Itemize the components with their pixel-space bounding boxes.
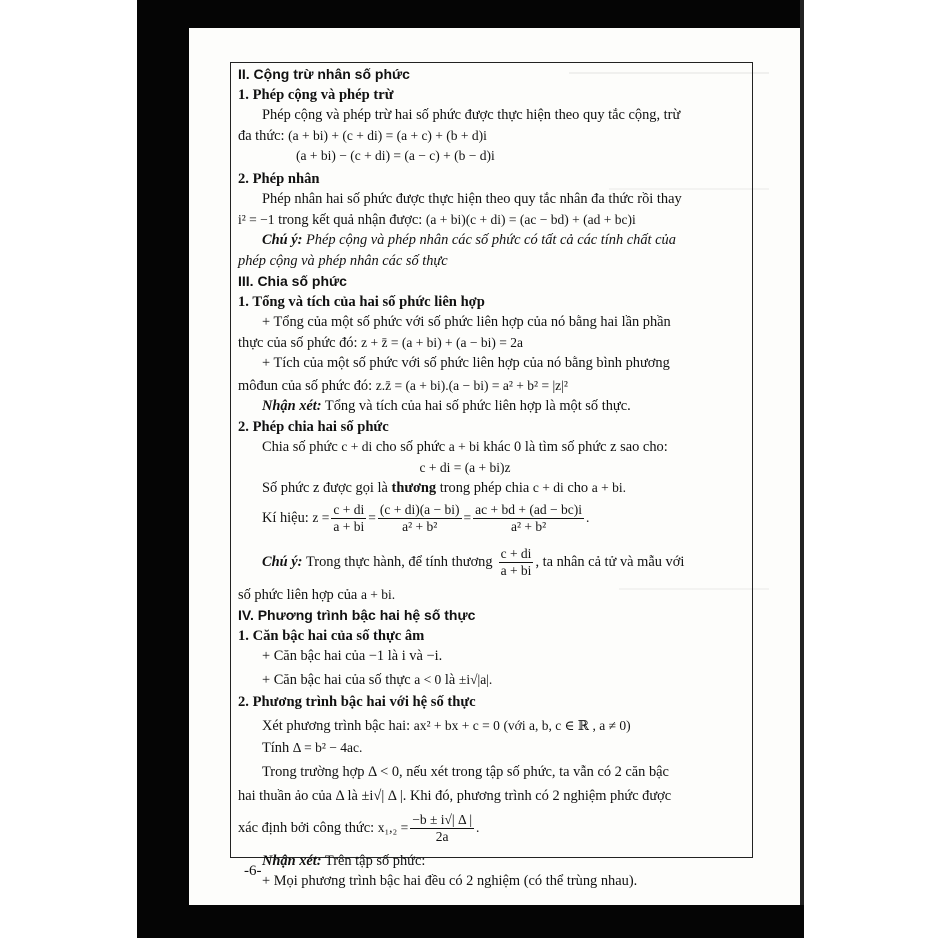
quadratic-equation: ax² + bx + c = 0 — [413, 717, 500, 733]
text: đa thức: — [238, 127, 285, 144]
text: môđun của số phức đó: — [238, 377, 373, 394]
equation-division-definition: c + di = (a + bi)z — [419, 459, 511, 475]
equation-subtraction: (a + bi) − (c + di) = (a − c) + (b − d)i — [296, 148, 495, 163]
text: thực của số phức đó: — [238, 334, 358, 351]
paragraph-line — [238, 126, 752, 147]
note-label: Chú ý: — [262, 554, 303, 571]
fraction — [410, 812, 474, 845]
page-number: -6- — [244, 863, 262, 879]
paragraph-line: + Mọi phương trình bậc hai đều có 2 nghiệm (có thể trùng nhau). — [262, 873, 638, 889]
subsection-heading: 1. Phép cộng và phép trừ — [238, 86, 394, 103]
division-formula — [238, 499, 752, 539]
math-inline: ±i√|a|. — [458, 671, 493, 687]
note-text: số phức liên hợp của — [238, 586, 358, 603]
note-text: Phép cộng và phép nhân các số phức có tất cả các tính chất của — [306, 232, 676, 248]
equation-multiplication: (a + bi)(c + di) = (ac − bd) + (ad + bc)i — [425, 211, 636, 227]
paragraph-line — [238, 376, 752, 397]
remark-label: Nhận xét: — [262, 398, 322, 414]
note-text: Trong thực hành, để tính thương — [306, 554, 493, 571]
fraction-denominator: 2a — [435, 829, 449, 844]
fraction-denominator: a + bi — [333, 519, 365, 534]
scan-border-bottom — [137, 905, 804, 938]
equals-sign: = — [463, 510, 472, 526]
fraction-denominator: a² + b² — [402, 519, 438, 534]
condition: (với a, b, c ∈ ℝ , a ≠ 0) — [503, 717, 631, 733]
text: trong phép chia — [439, 480, 530, 496]
section-heading: IV. Phương trình bậc hai hệ số thực — [238, 607, 476, 623]
discriminant-formula: Δ = b² − 4ac. — [292, 740, 363, 755]
paragraph-line — [238, 333, 752, 354]
scan-border-top — [137, 0, 804, 28]
math-inline: i² = −1 — [238, 211, 275, 227]
paragraph-line — [238, 210, 752, 231]
text: là — [444, 671, 456, 688]
fraction-numerator: c + di — [500, 546, 532, 561]
remark-label: Nhận xét: — [262, 852, 322, 869]
fraction — [378, 502, 462, 535]
remark-line — [238, 851, 752, 872]
fraction-denominator: a² + b² — [510, 519, 547, 534]
root-formula — [238, 809, 752, 849]
scan-border-right — [800, 0, 804, 938]
text: Xét phương trình bậc hai: — [262, 717, 411, 734]
fraction-numerator: −b ± i√| Δ | — [412, 812, 473, 827]
math-inline: a < 0 — [414, 671, 442, 687]
equation-conjugate-product: z.z̄ = (a + bi).(a − bi) = a² + b² = |z|² — [375, 377, 568, 393]
paragraph-line — [238, 437, 752, 458]
note-line — [238, 230, 752, 251]
text: xác định bởi công thức: — [238, 820, 375, 837]
paragraph-line — [238, 478, 752, 499]
remark-text: Tổng và tích của hai số phức liên hợp là một số thực. — [324, 398, 631, 414]
paragraph-line: + Tích của một số phức với số phức liên hợp của nó bằng bình phương — [262, 355, 670, 371]
fraction — [331, 502, 366, 535]
text: trong kết quả nhận được: — [278, 211, 423, 228]
subsection-heading: 2. Phép chia hai số phức — [238, 418, 389, 435]
math-inline: a + bi — [448, 439, 480, 454]
note-line: phép cộng và phép nhân các số thực — [238, 252, 448, 269]
subsection-heading: 1. Căn bậc hai của số thực âm — [238, 627, 425, 644]
equation-addition: (a + bi) + (c + di) = (a + c) + (b + d)i — [288, 127, 487, 143]
text: khác 0 là tìm số phức z sao cho: — [483, 439, 668, 455]
equals-sign: = — [368, 510, 376, 526]
document-body — [238, 64, 752, 892]
period: . — [585, 510, 590, 526]
text: cho — [567, 480, 589, 496]
fraction-numerator: ac + bd + (ad − bc)i — [475, 502, 582, 517]
bold-term: thương — [391, 480, 437, 496]
paragraph-line — [238, 716, 752, 737]
paragraph-line: Trong trường hợp Δ < 0, nếu xét trong tập số phức, ta vẫn có 2 căn bậc — [262, 763, 669, 780]
text: Số phức z được gọi là — [262, 480, 388, 496]
math-inline: a + bi. — [591, 480, 626, 495]
math-inline: c + di — [341, 439, 373, 454]
text: Tính — [262, 740, 290, 756]
section-heading: II. Cộng trừ nhân số phức — [238, 66, 410, 82]
paragraph-line: + Tổng của một số phức với số phức liên hợp của nó bằng hai lần phần — [262, 314, 671, 330]
scan-border-left — [137, 0, 189, 938]
paragraph-line — [238, 738, 752, 759]
text: cho số phức — [375, 439, 446, 455]
equation-conjugate-sum: z + z̄ = (a + bi) + (a − bi) = 2a — [361, 334, 523, 350]
text: Chia số phức — [262, 439, 338, 455]
note-label: Chú ý: — [262, 232, 303, 248]
section-heading: III. Chia số phức — [238, 273, 347, 289]
subsection-heading: 2. Phương trình bậc hai với hệ số thực — [238, 694, 476, 710]
paragraph-line: + Căn bậc hai của −1 là i và −i. — [262, 648, 443, 664]
fraction-numerator: c + di — [333, 502, 365, 517]
subsection-heading: 1. Tổng và tích của hai số phức liên hợp — [238, 293, 485, 310]
note-line — [238, 585, 752, 606]
note-line — [238, 543, 752, 583]
paragraph-line: Phép nhân hai số phức được thực hiện theo quy tắc nhân đa thức rồi thay — [262, 191, 682, 207]
math-inline: a + bi. — [360, 586, 396, 602]
paragraph-line: Phép cộng và phép trừ hai số phức được thực hiện theo quy tắc cộng, trừ — [262, 107, 681, 123]
fraction-denominator: a + bi — [500, 563, 532, 578]
text: + Căn bậc hai của số thực — [262, 671, 411, 688]
remark-text: Trên tập số phức: — [324, 852, 426, 869]
subsection-heading: 2. Phép nhân — [238, 170, 320, 187]
period: . — [476, 820, 480, 836]
fraction-numerator: (c + di)(a − bi) — [379, 502, 460, 517]
paragraph-line — [238, 670, 752, 691]
math-inline: z = — [312, 510, 330, 526]
fraction — [499, 546, 534, 579]
math-inline: c + di — [532, 480, 564, 495]
paragraph-line: hai thuần ảo của Δ là ±i√| Δ |. Khi đó, phương trình có 2 nghiệm phức được — [238, 788, 672, 804]
note-text: , ta nhân cả tử và mẫu với — [535, 554, 685, 571]
fraction — [473, 502, 584, 535]
remark-line — [238, 396, 752, 417]
symbol-label: Kí hiệu: — [262, 510, 309, 527]
math-inline: x₁,₂ = — [377, 820, 409, 836]
